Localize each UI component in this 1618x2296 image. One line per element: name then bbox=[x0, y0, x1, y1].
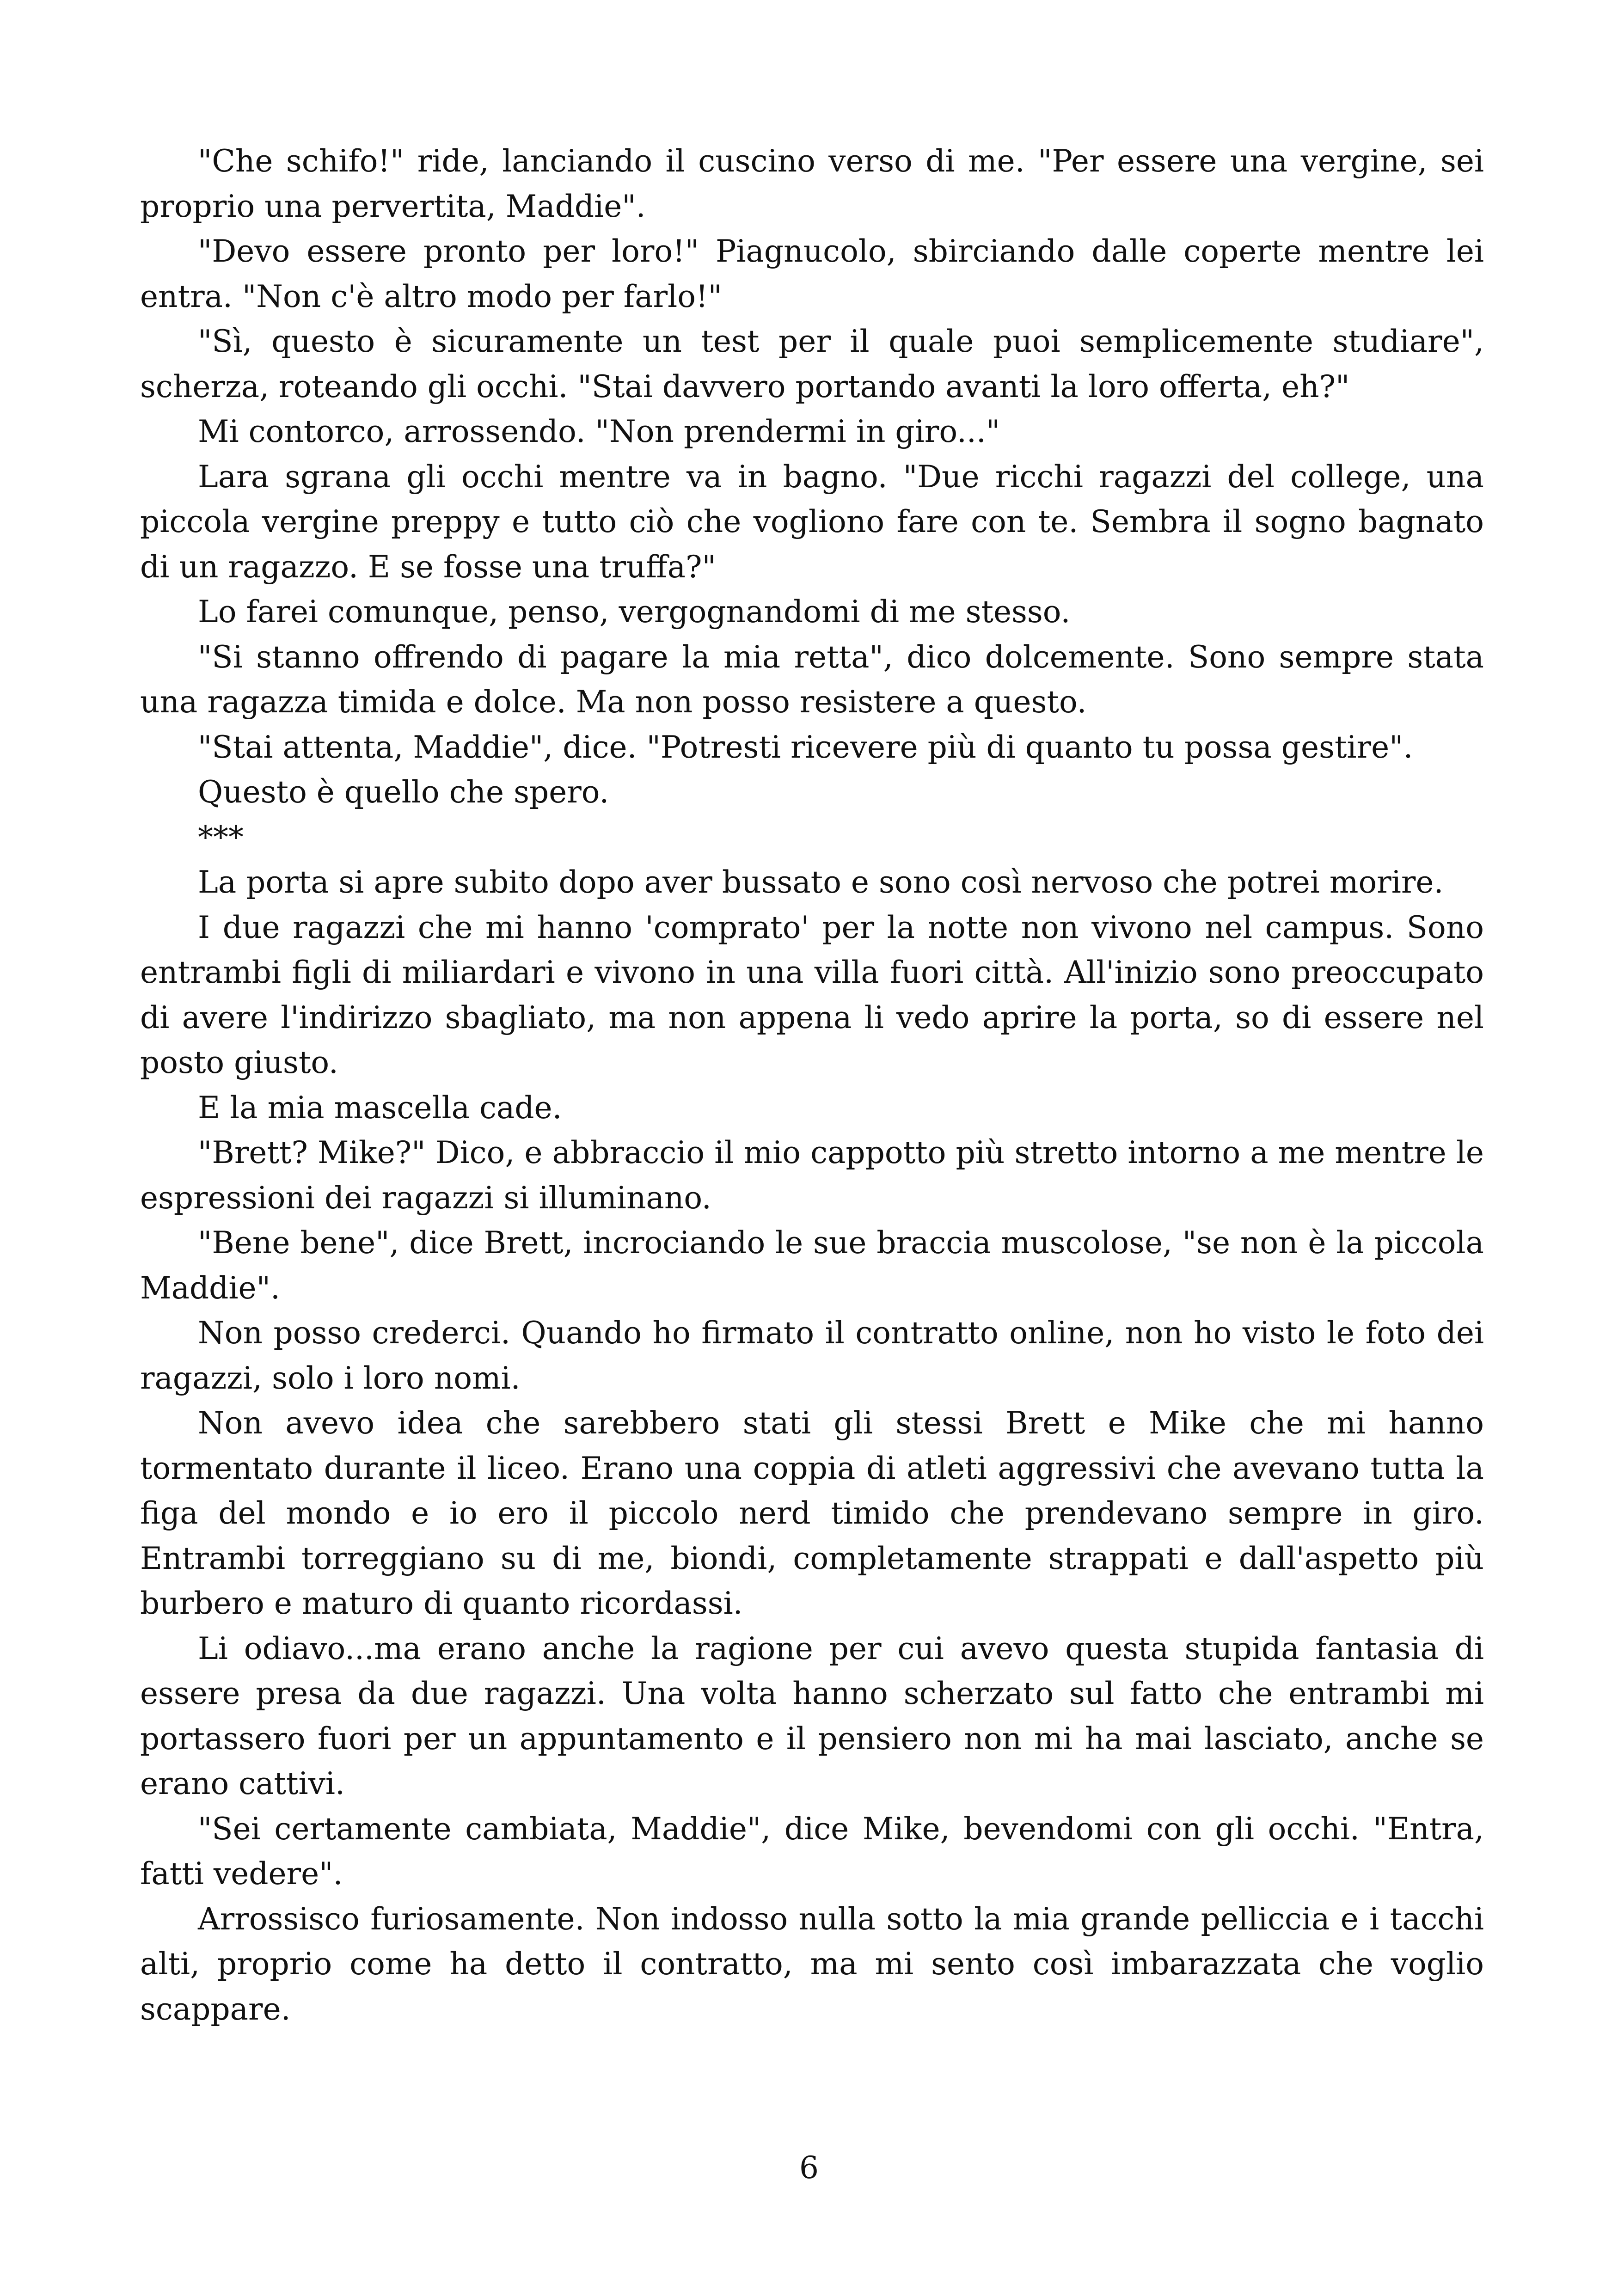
page-number: 6 bbox=[799, 2150, 819, 2186]
paragraph: Non posso crederci. Quando ho firmato il contratto online, non ho visto le foto dei ragazzi, solo i loro nomi. bbox=[140, 1315, 1484, 1396]
body-text bbox=[140, 139, 1484, 2032]
paragraph: "Si stanno offrendo di pagare la mia retta", dico dolcemente. Sono sempre stata una ragazza timida e dolce. Ma non posso resistere a questo. bbox=[140, 639, 1484, 720]
paragraph: "Brett? Mike?" Dico, e abbraccio il mio cappotto più stretto intorno a me mentre le espressioni dei ragazzi si illuminano. bbox=[140, 1135, 1484, 1216]
paragraph: Li odiavo...ma erano anche la ragione per cui avevo questa stupida fantasia di essere presa da due ragazzi. Una volta hanno scherzato sul fatto che entrambi mi portassero fuori per un appuntamento e il pensiero non mi ha mai lasciato, anche se erano cattivi. bbox=[140, 1630, 1484, 1801]
paragraph: Arrossisco furiosamente. Non indosso nulla sotto la mia grande pelliccia e i tacchi alti, proprio come ha detto il contratto, ma mi sento così imbarazzata che voglio scappare. bbox=[140, 1901, 1484, 2027]
paragraph: Mi contorco, arrossendo. "Non prendermi in giro..." bbox=[198, 414, 1000, 449]
paragraph: Questo è quello che spero. bbox=[198, 774, 609, 810]
paragraph: "Che schifo!" ride, lanciando il cuscino verso di me. "Per essere una vergine, sei proprio una pervertita, Maddie". bbox=[140, 143, 1484, 224]
paragraph: La porta si apre subito dopo aver bussato e sono così nervoso che potrei morire. bbox=[198, 864, 1444, 900]
paragraph: "Sì, questo è sicuramente un test per il quale puoi semplicemente studiare", scherza, roteando gli occhi. "Stai davvero portando avanti la loro offerta, eh?" bbox=[140, 324, 1484, 404]
paragraph: "Bene bene", dice Brett, incrociando le sue braccia muscolose, "se non è la piccola Maddie". bbox=[140, 1225, 1484, 1306]
paragraph: Lo farei comunque, penso, vergognandomi di me stesso. bbox=[198, 594, 1071, 630]
paragraph: "Devo essere pronto per loro!" Piagnucolo, sbirciando dalle coperte mentre lei entra. "Non c'è altro modo per farlo!" bbox=[140, 233, 1484, 314]
paragraph: I due ragazzi che mi hanno 'comprato' per la notte non vivono nel campus. Sono entrambi figli di miliardari e vivono in una villa fuori città. All'inizio sono preoccupato di avere l'indirizzo sbagliato, ma non appena li vedo aprire la porta, so di essere nel posto giusto. bbox=[140, 909, 1484, 1080]
paragraph: Lara sgrana gli occhi mentre va in bagno. "Due ricchi ragazzi del college, una piccola vergine preppy e tutto ciò che vogliono fare con te. Sembra il sogno bagnato di un ragazzo. E se fosse una truffa?" bbox=[140, 459, 1484, 585]
scene-break: *** bbox=[198, 819, 244, 855]
paragraph: E la mia mascella cade. bbox=[198, 1090, 562, 1126]
paragraph: "Stai attenta, Maddie", dice. "Potresti ricevere più di quanto tu possa gestire". bbox=[198, 729, 1413, 765]
paragraph: "Sei certamente cambiata, Maddie", dice Mike, bevendomi con gli occhi. "Entra, fatti vedere". bbox=[140, 1811, 1484, 1892]
paragraph: Non avevo idea che sarebbero stati gli stessi Brett e Mike che mi hanno tormentato durante il liceo. Erano una coppia di atleti aggressivi che avevano tutta la figa del mondo e io ero il piccolo nerd timido che prendevano sempre in giro. Entrambi torreggiano su di me, biondi, completamente strappati e dall'aspetto più burbero e maturo di quanto ricordassi. bbox=[140, 1405, 1484, 1621]
